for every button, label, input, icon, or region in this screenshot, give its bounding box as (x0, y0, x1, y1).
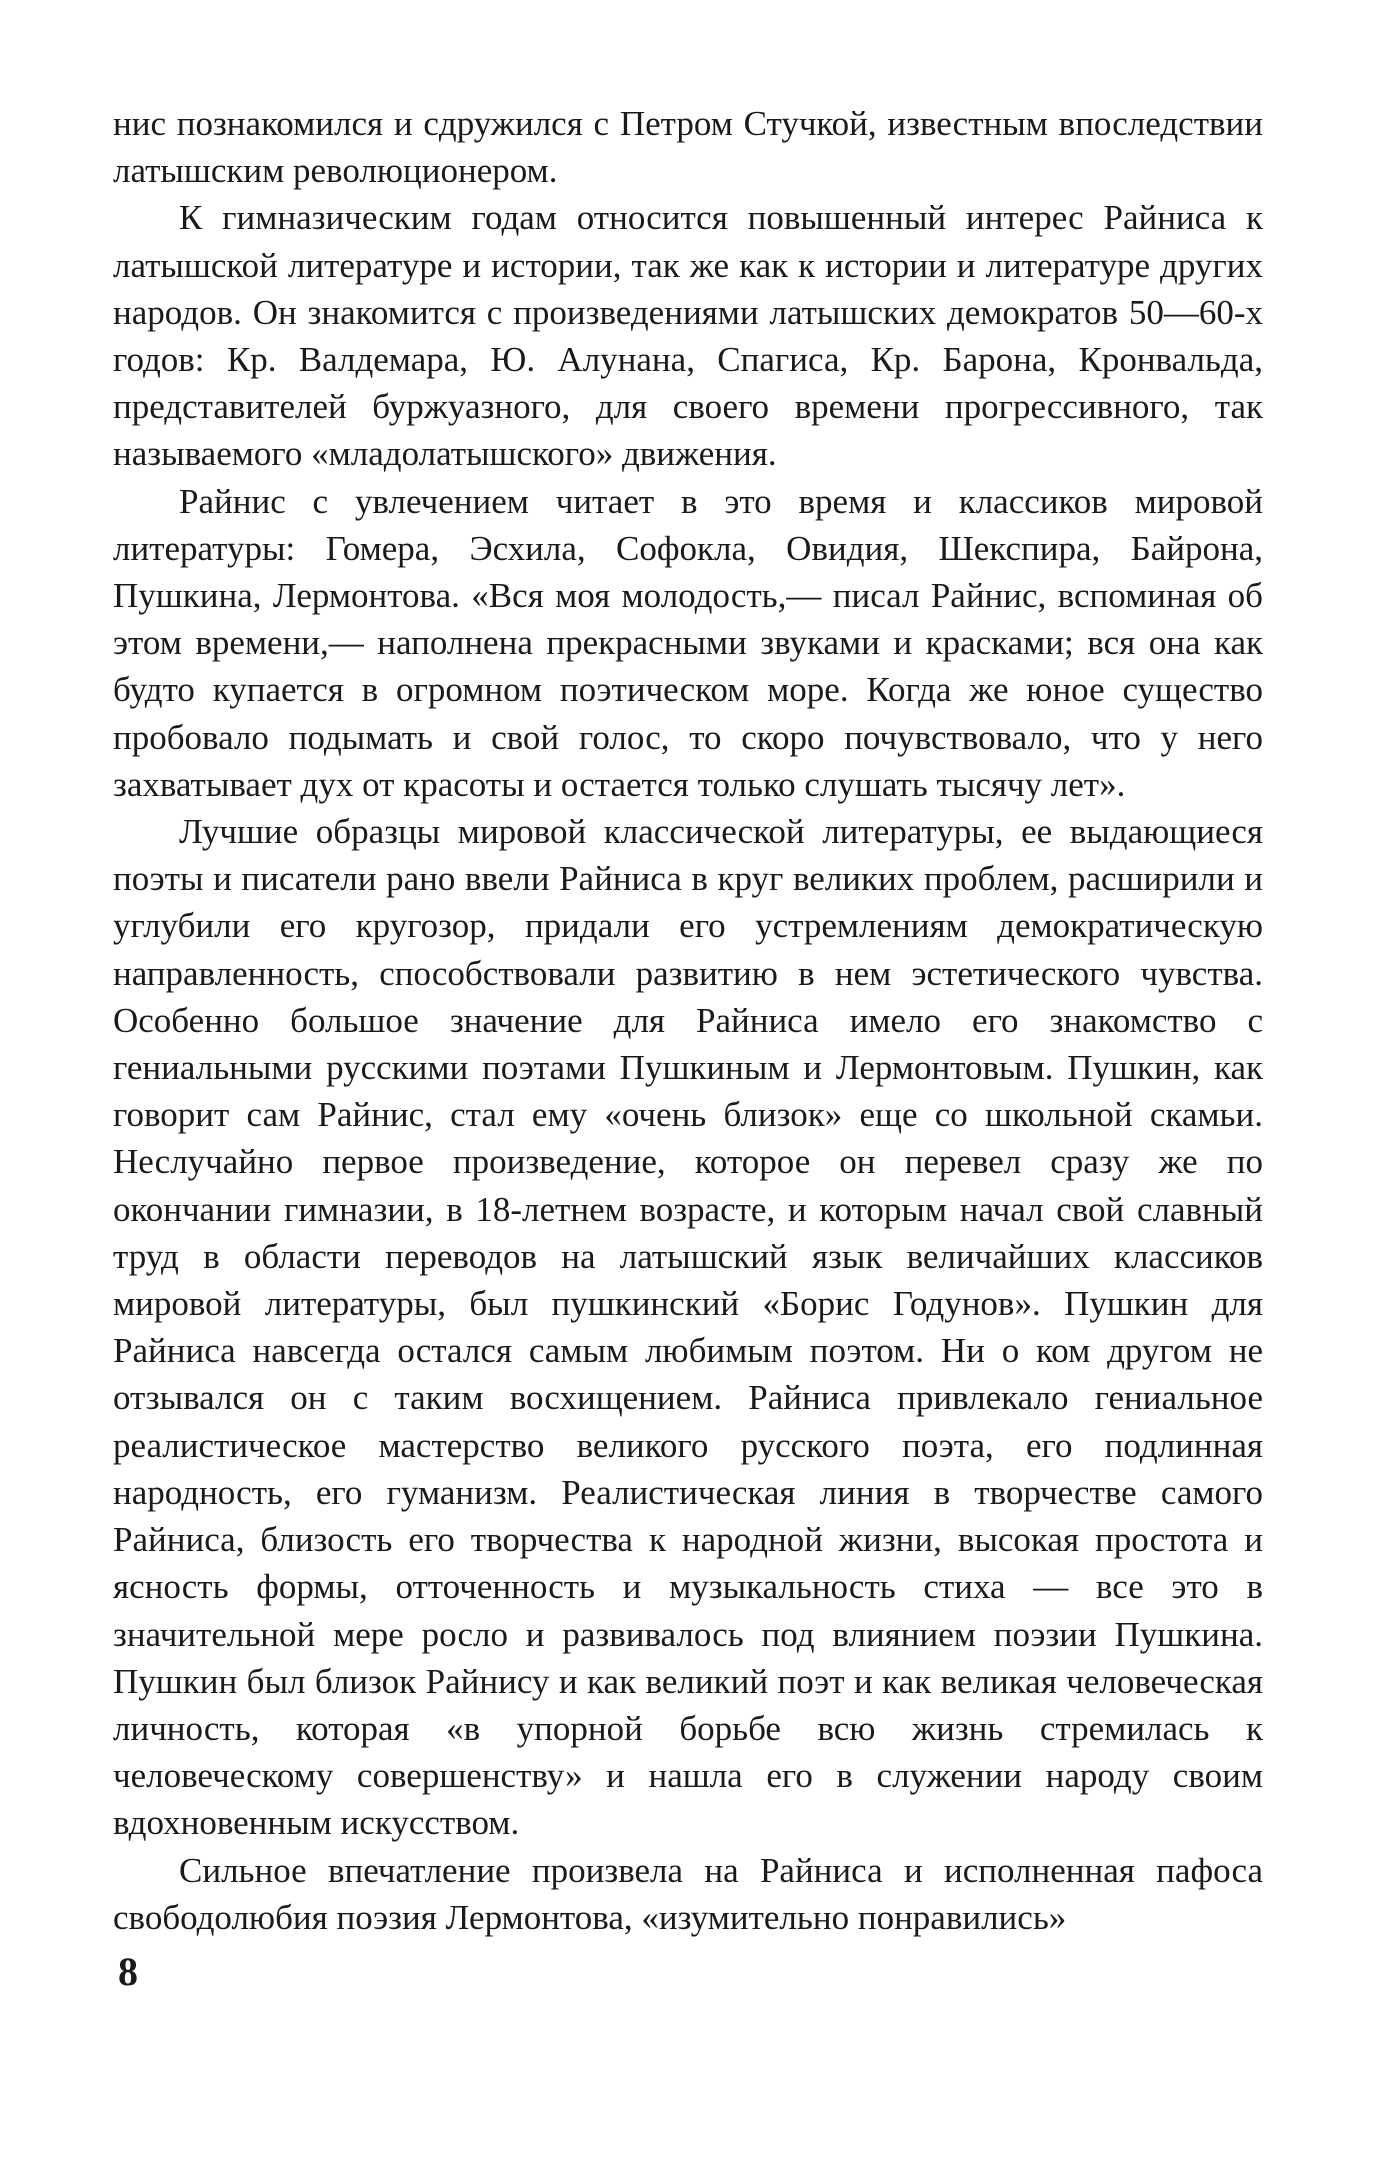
page-number: 8 (118, 1949, 138, 1994)
paragraph-lermontov: Сильное впечатление произвела на Райниса и исполненная пафоса свободолюбия поэзия Лермонтова, «изумительно понравились» (113, 1850, 1263, 1937)
paragraph-world-classics: Райнис с увлечением читает в это время и классиков мировой литературы: Гомера, Эсхила, Софокла, Овидия, Шекспира, Байрона, Пушкина, Лермонтова. «Вся моя молодость,— писал Райнис, вспоминая об этом времени,— наполнена прекрасными звуками и красками; вся она как будто купается в огромном поэтическом море. Когда же юное существо пробовало подымать и свой голос, то скоро почувствовало, что у него захватывает дух от красоты и остается только слушать тысячу лет». (113, 481, 1263, 804)
paragraph-continued: нис познакомился и сдружился с Петром Стучкой, известным впоследствии латышским революционером. (113, 104, 1263, 191)
paragraph-pushkin-influence: Лучшие образцы мировой классической литературы, ее выдающиеся поэты и писатели рано ввели Райниса в круг великих проблем, расширили и углубили его кругозор, придали его устремлениям демократическую направленность, способствовали развитию в нем эстетического чувства. Особенно большое значение для Райниса имело его знакомство с гениальными русскими поэтами Пушкиным и Лермонтовым. Пушкин, как говорит сам Райнис, стал ему «очень близок» еще со школьной скамьи. Неслучайно первое произведение, которое он перевел сразу же по окончании гимназии, в 18-летнем возрасте, и которым начал свой славный труд в области переводов на латышский язык величайших классиков мировой литературы, был пушкинский «Борис Годунов». Пушкин для Райниса навсегда остался самым любимым поэтом. Ни о ком другом не отзывался он с таким восхищением. Райниса привлекало гениальное реалистическое мастерство великого русского поэта, его подлинная народность, его гуманизм. Реалистическая линия в творчестве самого Райниса, близость его творчества к народной жизни, высокая простота и ясность формы, отточенность и музыкальность стиха — все это в значительной мере росло и развивалось под влиянием поэзии Пушкина. Пушкин был близок Райнису и как великий поэт и как великая человеческая личность, которая «в упорной борьбе всю жизнь стремилась к человеческому совершенству» и нашла его в служении народу своим вдохновенным искусством. (113, 812, 1263, 1843)
paragraph-gymnasium-years: К гимназическим годам относится повышенный интерес Райниса к латышской литературе и истории, так же как к истории и литературе других народов. Он знакомится с произведениями латышских демократов 50—60-х годов: Кр. Валдемара, Ю. Алунана, Спагиса, Кр. Барона, Кронвальда, представителей буржуазного, для своего времени прогрессивного, так называемого «младолатышского» движения. (113, 198, 1263, 474)
page-body (113, 100, 1263, 1941)
